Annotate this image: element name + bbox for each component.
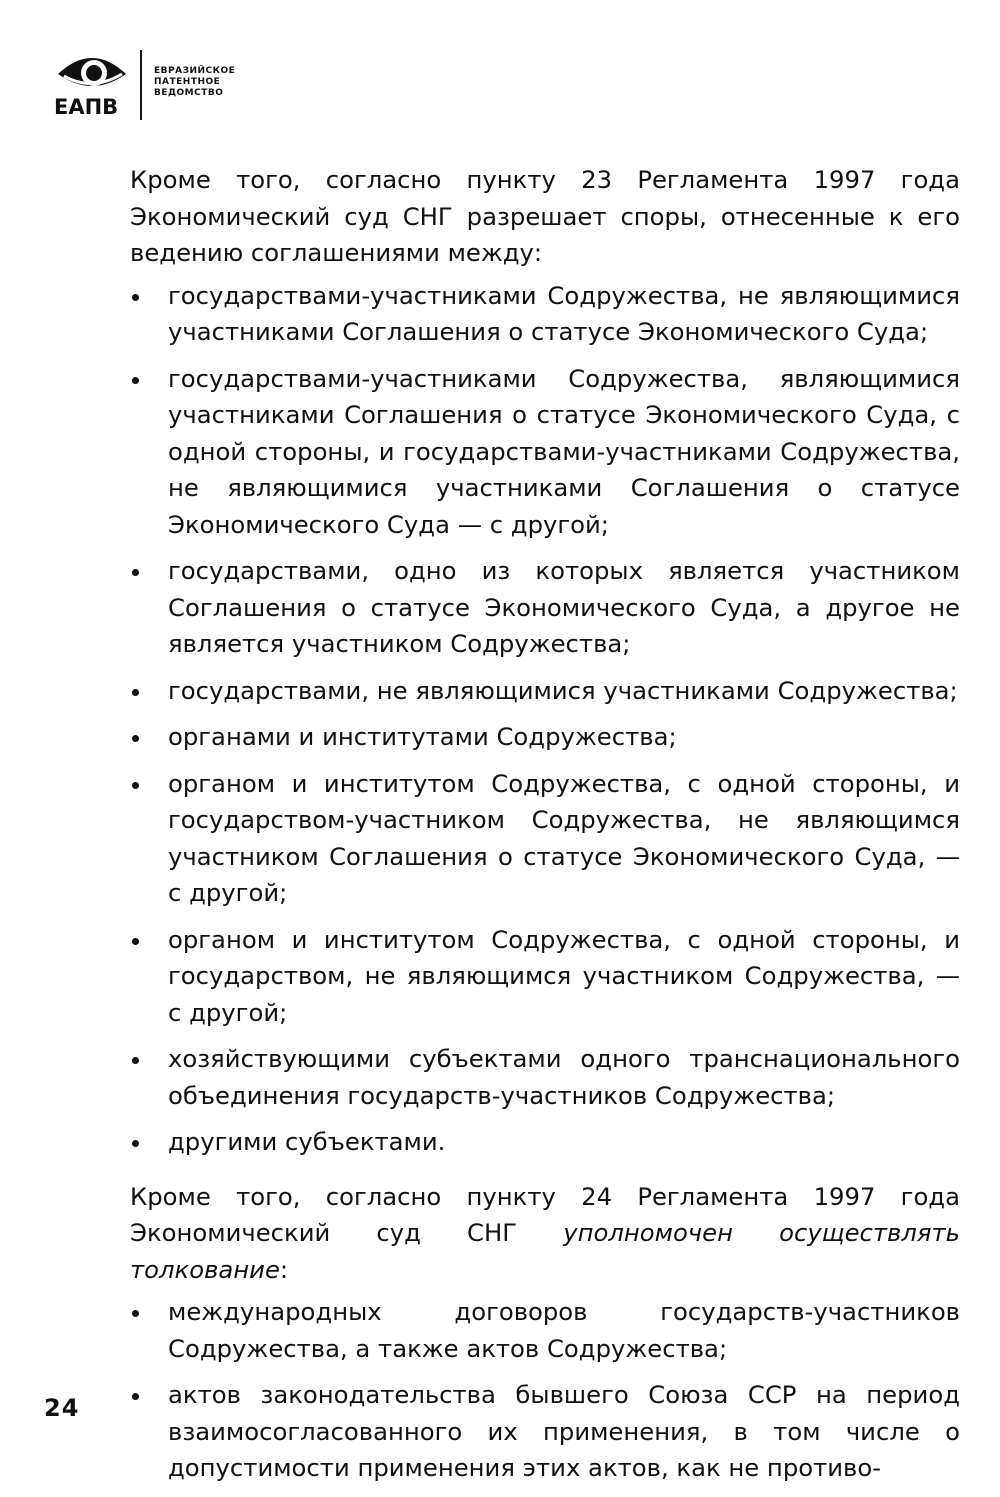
list-item-text: хозяйствующими субъектами одного транснационального объединения государств-участников Содружества;	[168, 1044, 960, 1110]
list-item-text: государствами, не являющимися участниками Содружества;	[168, 675, 958, 705]
list-item	[130, 278, 960, 351]
organization-name	[154, 66, 235, 99]
list-item	[130, 922, 960, 1032]
list-item	[130, 361, 960, 544]
list-item	[130, 1041, 960, 1114]
organization-name-line: ВЕДОМСТВО	[154, 88, 224, 98]
organization-name-line: ЕВРАЗИЙСКОЕ	[154, 66, 236, 76]
list-item-text: органами и институтами Содружества;	[168, 722, 677, 751]
list-item-text: международных договоров государств-участников Содружества, а также актов Содружества;	[168, 1297, 960, 1363]
list-item	[130, 553, 960, 663]
logo-divider	[140, 50, 142, 120]
list-item-text: государствами-участниками Содружества, являющимися участниками Соглашения о статусе Экономического Суда, с одной стороны, и государствами-участниками Содружества, не являющимися участниками Соглашения о статусе Экономического Суда — с другой;	[168, 363, 960, 539]
bullet-list-interpretation	[130, 1294, 960, 1487]
page-number: 24	[44, 1394, 80, 1422]
list-item-text: государствами-участниками Содружества, не являющимися участниками Соглашения о статусе Экономического Суда;	[168, 280, 960, 346]
publisher-header	[52, 46, 312, 124]
eapv-eye-logo-icon	[52, 46, 134, 118]
paragraph-emphasis: уполномочен осуществлять толкование	[130, 1218, 960, 1284]
list-item-text: органом и институтом Содружества, с одной стороны, и государством-участником Содружества, не являющимся участником Соглашения о статусе Экономического Суда, — с другой;	[168, 768, 960, 907]
list-item	[130, 1124, 960, 1161]
list-item-text: актов законодательства бывшего Союза ССР на период взаимосогласованного их применения, в том числе о допустимости применения этих актов, как не противо-	[168, 1380, 960, 1482]
logo-wordmark: ЕАПВ	[54, 95, 119, 118]
paragraph-text-end: :	[279, 1254, 289, 1284]
page-body	[130, 162, 960, 1497]
list-item-text: государствами, одно из которых является участником Соглашения о статусе Экономического Суда, а другое не является участником Содружества;	[168, 556, 960, 658]
paragraph-intro-1: Кроме того, согласно пункту 23 Регламента 1997 года Экономический суд СНГ разрешает споры, отнесенные к его ведению соглашениями между:	[130, 165, 960, 267]
organization-name-line: ПАТЕНТНОЕ	[154, 77, 221, 87]
list-item-text: другими субъектами.	[168, 1127, 446, 1156]
list-item	[130, 1294, 960, 1367]
list-item	[130, 673, 960, 710]
list-item	[130, 719, 960, 756]
list-item	[130, 1377, 960, 1487]
bullet-list-disputes	[130, 278, 960, 1161]
list-item	[130, 766, 960, 912]
list-item-text: органом и институтом Содружества, с одной стороны, и государством, не являющимся участником Содружества, — с другой;	[168, 924, 960, 1027]
paragraph-intro-2	[130, 1179, 960, 1289]
paragraph-text: Кроме того, согласно пункту 24 Регламента 1997 года Экономический суд СНГ	[130, 1181, 960, 1247]
